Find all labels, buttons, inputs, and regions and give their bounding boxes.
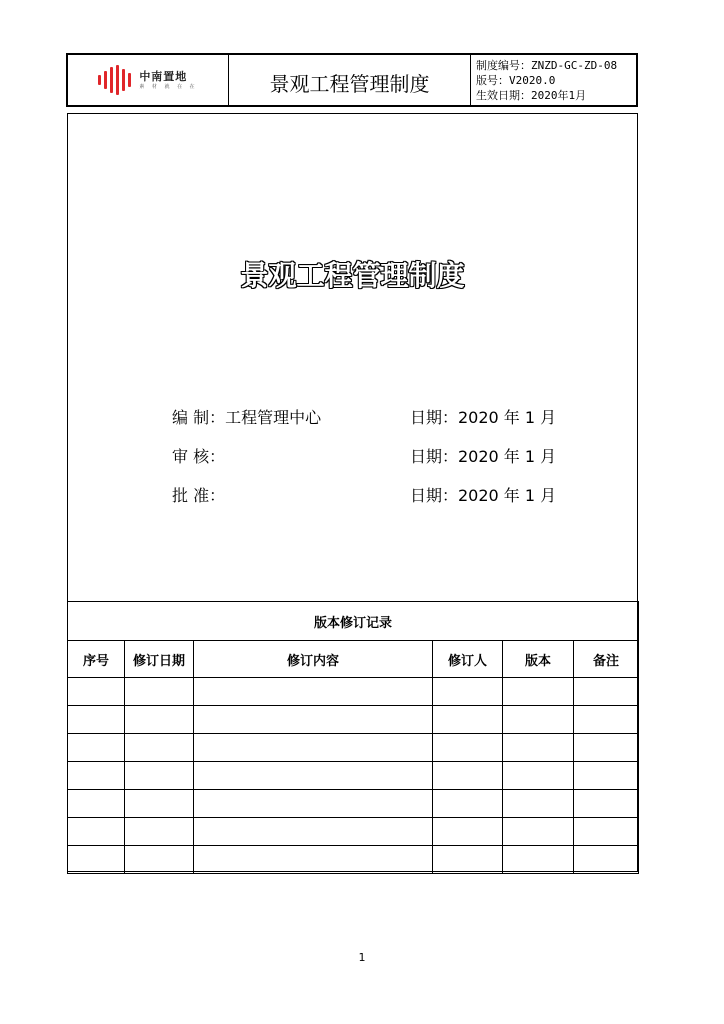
revision-table-header (68, 641, 639, 678)
col-header: 序号 (68, 641, 125, 678)
table-cell (574, 762, 639, 790)
revision-table (67, 601, 639, 874)
revision-table-caption: 版本修订记录 (68, 602, 639, 641)
table-cell (503, 706, 574, 734)
header-meta (471, 55, 636, 105)
table-cell (194, 706, 433, 734)
table-cell (574, 790, 639, 818)
table-cell (433, 790, 503, 818)
logo-bars-icon (98, 65, 131, 95)
table-cell (574, 818, 639, 846)
reviewed-date: 日期：2020 年 1 月 (410, 447, 557, 466)
table-cell (433, 818, 503, 846)
prepared-by: 编 制：工程管理中心 (172, 408, 322, 427)
table-row (68, 818, 639, 846)
header-title: 景观工程管理制度 (229, 55, 471, 105)
table-cell (503, 818, 574, 846)
prepared-date: 日期：2020 年 1 月 (410, 408, 557, 427)
table-cell (574, 706, 639, 734)
table-cell (125, 790, 194, 818)
col-header: 版本 (503, 641, 574, 678)
document-title: 景观工程管理制度 (240, 259, 465, 292)
document-header (66, 53, 638, 107)
table-cell (125, 846, 194, 874)
table-cell (433, 734, 503, 762)
cover-box (67, 113, 638, 872)
company-slogan: 素 材 就 在 在 (139, 83, 198, 90)
signature-row-reviewed (172, 444, 612, 468)
table-row (68, 734, 639, 762)
table-row (68, 846, 639, 874)
table-cell (503, 734, 574, 762)
table-cell (433, 706, 503, 734)
effective-date: 生效日期：2020年1月 (476, 88, 587, 102)
table-cell (68, 818, 125, 846)
table-cell (125, 734, 194, 762)
table-cell (194, 818, 433, 846)
table-cell (503, 846, 574, 874)
table-cell (574, 846, 639, 874)
table-cell (433, 762, 503, 790)
table-cell (125, 706, 194, 734)
doc-version: 版号：V2020.0 (476, 73, 556, 87)
col-header: 修订内容 (194, 641, 433, 678)
table-cell (503, 762, 574, 790)
table-cell (433, 678, 503, 706)
table-cell (194, 790, 433, 818)
table-cell (194, 734, 433, 762)
signature-row-approved (172, 483, 612, 507)
table-row (68, 762, 639, 790)
table-cell (194, 846, 433, 874)
signature-row-prepared (172, 405, 612, 429)
doc-number: 制度编号：ZNZD-GC-ZD-08 (476, 58, 618, 72)
table-cell (503, 678, 574, 706)
page-number: 1 (358, 951, 366, 964)
table-cell (68, 762, 125, 790)
approved-date: 日期：2020 年 1 月 (410, 486, 557, 505)
table-row (68, 678, 639, 706)
table-cell (125, 678, 194, 706)
table-cell (194, 762, 433, 790)
table-cell (68, 678, 125, 706)
company-logo (68, 55, 229, 105)
table-cell (433, 846, 503, 874)
reviewed-by: 审 核： (172, 447, 226, 466)
col-header: 修订日期 (125, 641, 194, 678)
table-cell (574, 678, 639, 706)
table-cell (68, 706, 125, 734)
table-cell (503, 790, 574, 818)
table-row (68, 706, 639, 734)
company-name: 中南置地 (139, 69, 188, 83)
table-row (68, 790, 639, 818)
approved-by: 批 准： (172, 486, 226, 505)
table-cell (194, 678, 433, 706)
table-cell (68, 734, 125, 762)
table-cell (68, 790, 125, 818)
table-cell (574, 734, 639, 762)
col-header: 备注 (574, 641, 639, 678)
table-cell (125, 762, 194, 790)
table-cell (68, 846, 125, 874)
col-header: 修订人 (433, 641, 503, 678)
revision-record-section (67, 601, 638, 874)
table-cell (125, 818, 194, 846)
